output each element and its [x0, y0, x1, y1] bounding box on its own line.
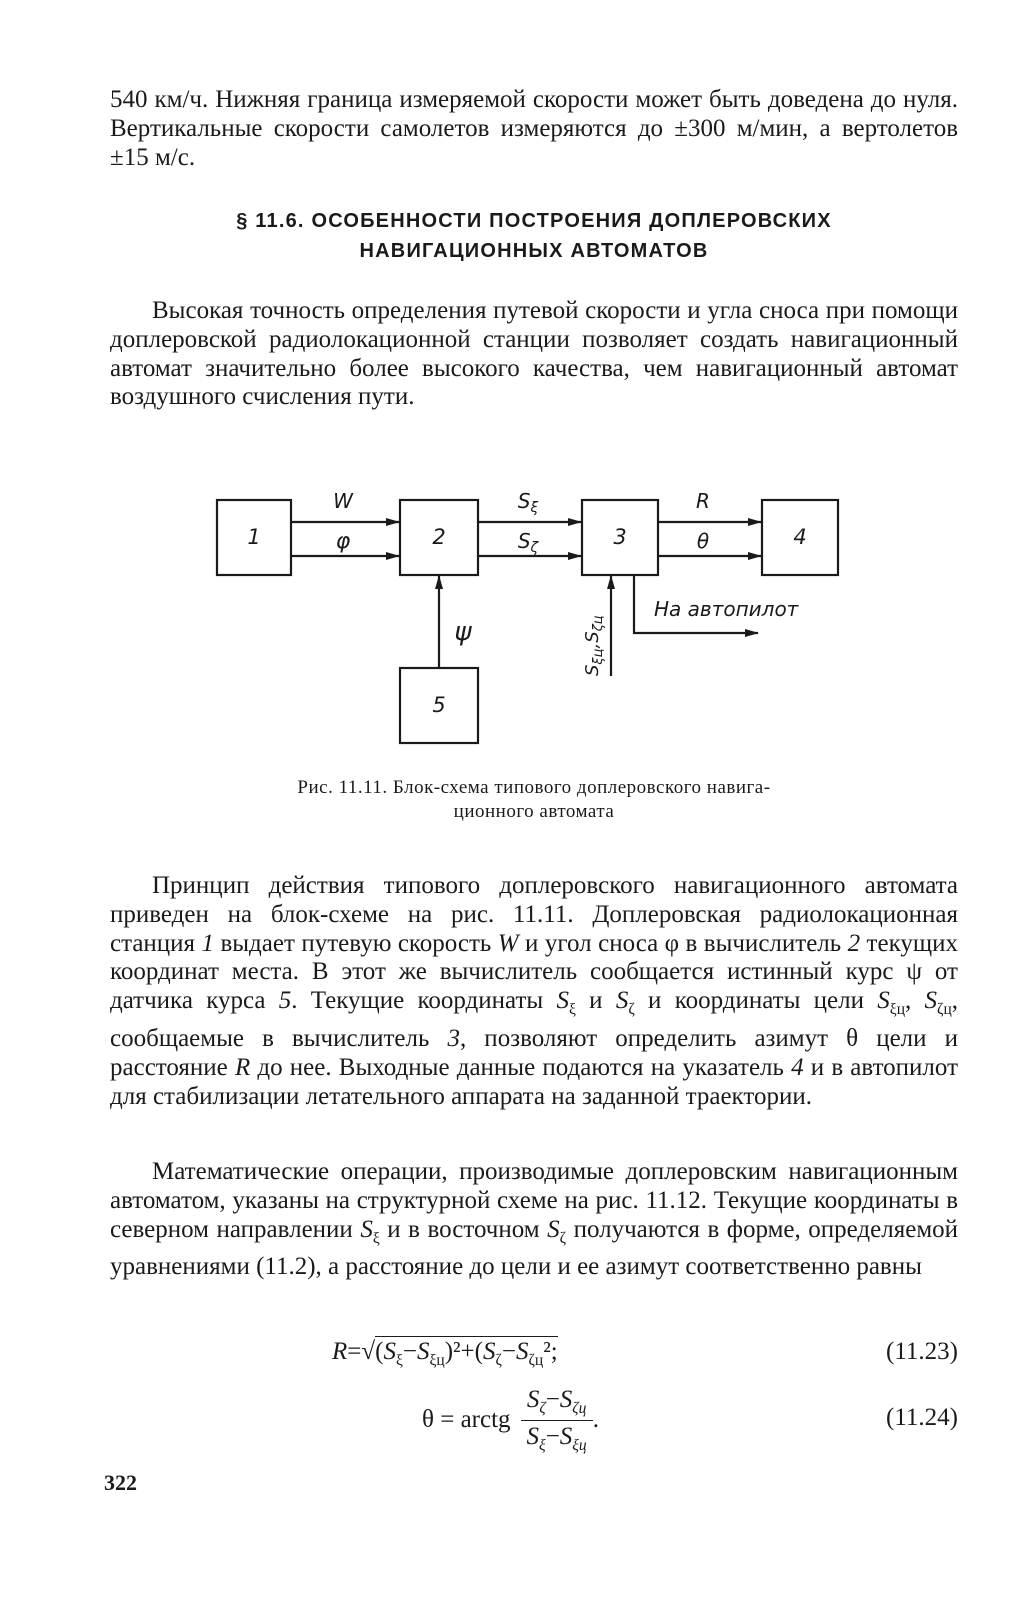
azimuth-fraction: $\frac{S_\zeta-S_{\zeta ц}}{S_\xi-S_{\xi ц}}$ [521, 1386, 593, 1455]
block-diagram [200, 480, 860, 770]
caption-line2: ционного автомата [453, 801, 615, 822]
label-theta: θ [696, 529, 710, 553]
formula-distance-expression: $R=√(S_\xi-S_{\xi ц})^2+(S_\zeta-S_{\zeta ц}^2$; [332, 1338, 558, 1369]
formula-distance [110, 1338, 958, 1378]
paragraph-top [110, 86, 958, 172]
label-r: R [696, 489, 710, 513]
paragraph-intro-text: Высокая точность определения путевой скорости и угла сноса при помощи доплеровской радиолокационной станции позволяет создать навигационный автомат значительно более высокого качества, чем навигационный автомат воздушного счисления пути. [110, 297, 958, 411]
formula-azimuth [110, 1380, 958, 1460]
section-heading [110, 206, 958, 266]
label-s-xi: $S_\xi$ [517, 489, 539, 516]
equation-number-11-24: (11.24) [886, 1404, 958, 1431]
label-psi: ψ [454, 617, 472, 647]
section-number: § 11.6. [236, 210, 305, 232]
label-phi: φ [335, 529, 351, 554]
section-title-line1: ОСОБЕННОСТИ ПОСТРОЕНИЯ ДОПЛЕРОВСКИХ [311, 210, 832, 232]
label-w: W [333, 489, 353, 513]
paragraph-math [110, 1158, 958, 1282]
label-s-zeta: $S_\zeta$ [517, 529, 539, 556]
label-target-coords: $S_{\xi ц},S_{\zeta ц}$ [582, 615, 606, 676]
block-2-label: 2 [432, 525, 446, 549]
paragraph-intro [110, 297, 958, 412]
paragraph-top-text: 540 км/ч. Нижняя граница измеряемой скорости может быть доведена до нуля. Вертикальные скорости самолетов измеряются до ±300 м/мин, а вертолетов ±15 м/с. [110, 86, 958, 171]
block-diagram-figure [200, 480, 860, 770]
block-1-label: 1 [247, 525, 261, 549]
label-autopilot: На автопилот [654, 597, 799, 621]
formula-azimuth-expression: θ = arctg $\frac{S_\zeta-S_{\zeta ц}}{S_\xi-S_{\xi ц}}$ . [422, 1385, 599, 1454]
block-5-label: 5 [432, 693, 446, 717]
paragraph-principle-text: Принцип действия типового доплеровского навигационного автомата приведен на блок-схеме на рис. 11.11. Доплеровская радиолокационная станция 1 выдает путевую скорость W и угол сноса φ в вычислитель 2 текущих координат места. В этот же вычислитель сообщается истинный курс ψ от датчика курса 5. Текущие координаты $S_\xi$ и $S_\zeta$ и координаты цели $S_{\xi ц}$, $S_{\zeta ц}$, сообщаемые в вычислитель 3, позволяют определить азимут θ цели и расстояние R до нее. Выходные данные подаются на указатель 4 и в автопилот для стабилизации летательного аппарата на заданной траектории. [110, 872, 958, 1110]
block-4-label: 4 [793, 525, 807, 549]
section-title-line2: НАВИГАЦИОННЫХ АВТОМАТОВ [359, 240, 709, 262]
caption-line1: Рис. 11.11. Блок-схема типового доплеровского навига- [297, 777, 771, 798]
page-number: 322 [104, 1470, 137, 1495]
paragraph-principle [110, 872, 958, 1111]
paragraph-math-text: Математические операции, производимые доплеровским навигационным автоматом, указаны на структурной схеме на рис. 11.12. Текущие координаты в северном направлении $S_\xi$ и в восточном $S_\zeta$ получаются в форме, определяемой уравнениями (11.2), а расстояние до цели и ее азимут соответственно равны [110, 1158, 959, 1281]
equation-number-11-23: (11.23) [886, 1338, 958, 1365]
block-3-label: 3 [613, 525, 627, 549]
figure-caption [110, 776, 958, 824]
